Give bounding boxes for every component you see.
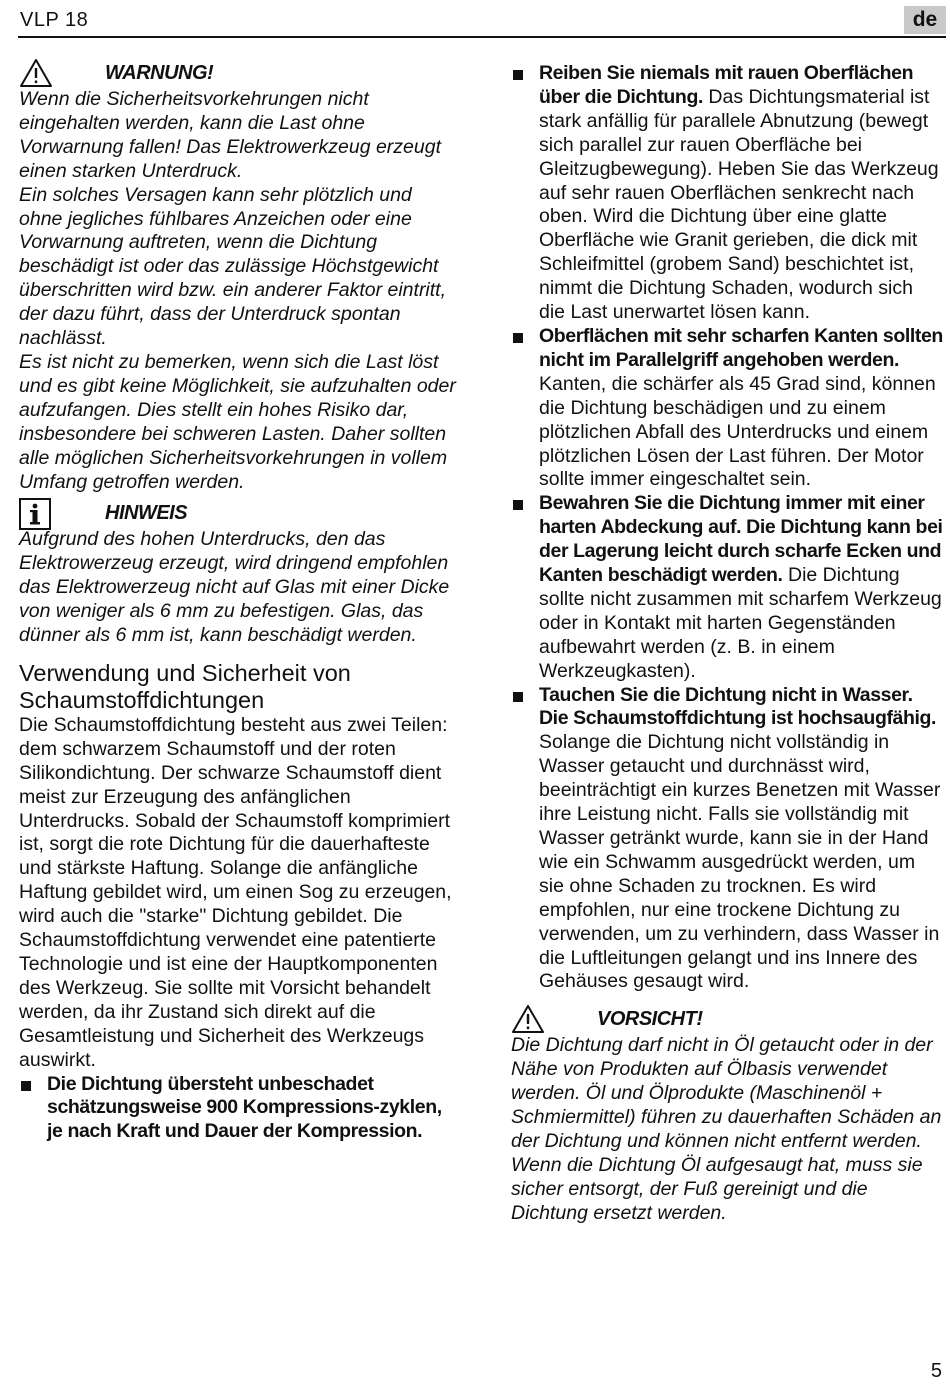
document-title: VLP 18 [20,9,89,31]
page-number: 5 [930,1360,942,1382]
list-item-text: Solange die Dichtung nicht vollständig in Wasser getaucht und durchnässt wird, beeinträchtigt ein kurzes Benetzen mit Wasser ihre Leistung nicht. Falls sie vollständig mit Wasser getränkt wurde, kann sie in der Hand wie ein Schwamm ausgedrückt werden, um sie ohne Schaden zu trocknen. Es wird empfohlen, nur eine trockene Dichtung zu verwenden, um zu verhindern, dass Wasser in die Luftleitungen gelangt und ins Innere des Gehäuses gesaugt wird. [539,731,941,993]
bullet-square-icon [21,1081,31,1091]
list-item [511,684,943,995]
warning-paragraph-3: Es ist nicht zu bemerken, wenn sich die Last löst und es gibt keine Möglichkeit, sie aufzuhalten oder aufzufangen. Dies stellt ein hohes Risiko dar, insbesondere bei schweren Lasten. Daher sollten alle möglichen Sicherheitsvorkehrungen in vollem Umfang getroffen werden. [19,350,456,493]
list-item-bold: Bewahren Sie die Dichtung immer mit einer harten Abdeckung auf. Die Dichtung kann bei der Lagerung leicht durch scharfe Ecken und Kanten beschädigt werden. [539,492,943,587]
language-badge: de [904,6,946,34]
header-divider [18,36,946,38]
info-icon [19,498,51,537]
hint-paragraph: Aufgrund des hohen Unterdrucks, den das Elektrowerzeug erzeugt, wird dringend empfohlen das Elektrowerzeug nicht auf Glas mit einer Dicke von weniger als 6 mm zu befestigen. Glas, das dünner als 6 mm ist, kann beschädigt werden. [19,528,450,647]
list-item-text: Kanten, die schärfer als 45 Grad sind, können die Dichtung beschädigen und zu einem plötzlichen Abfall des Unterdrucks und einem plötzlichen Lösen der Last führen. Der Motor sollte immer eingeschaltet sein. [539,372,936,491]
warning-label: WARNUNG! [105,62,214,84]
list-item-bold: Tauchen Sie die Dichtung nicht in Wasser. Die Schaumstoffdichtung ist hochsaugfähig. [539,683,937,730]
caution-paragraph: Die Dichtung darf nicht in Öl getaucht oder in der Nähe von Produkten auf Ölbasis verwendet werden. Öl und Ölprodukte (Maschinenöl + Schmiermittel) führen zu dauerhaften Schäden an der Dichtung und können nicht entfernt werden. Wenn die Dichtung Öl aufgesaugt hat, muss sie sicher entsorgt, der Fuß gereinigt und die Dichtung ersetzt werden. [511,1034,942,1224]
left-bullet-list [19,1073,459,1145]
list-item [19,1073,459,1145]
hint-label: HINWEIS [105,502,188,525]
warning-paragraph-1: Wenn die Sicherheitsvorkehrungen nicht eingehalten werden, kann die Last ohne Vorwarnung fallen! Das Elektrowerkzeug erzeugt einen starken Unterdruck. [19,88,441,182]
list-item-text: Das Dichtungsmaterial ist stark anfällig für parallele Abnutzung (bewegt sich parallel zur rauen Oberfläche bei Gleitzugbewegung). Heben Sie das Werkzeug auf sehr rauen Oberflächen senkrecht nach oben. Wird die Dichtung über eine glatte Oberfläche wie Granit gerieben, die dick mit Schleifmittel (grobem Sand) beschichtet ist, nimmt die Dichtung Schaden, wodurch sich die Last unerwartet lösen kann. [539,85,939,324]
hint-notice-header [19,502,459,528]
warning-paragraph-2: Ein solches Versagen kann sehr plötzlich und ohne jegliches fühlbares Anzeichen oder eine Vorwarnung auftreten, wenn die Dichtung beschädigt ist oder das zulässige Höchstgewicht überschritten wird bzw. ein anderer Faktor eintritt, der dazu führt, dass der Unterdruck spontan nachlässt. [19,183,447,350]
section-body: Die Schaumstoffdichtung besteht aus zwei Teilen: dem schwarzem Schaumstoff und der roten Silikondichtung. Der schwarze Schaumstoff dient meist zur Erzeugung des anfänglichen Unterdrucks. Sobald der Schaumstoff komprimiert ist, sorgt die rote Dichtung für die dauerhafteste und stärkste Haftung. Solange die anfängliche Haftung gebildet wird, um einen Sog zu erzeugen, wird auch die "starke" Dichtung gebildet. Die Schaumstoffdichtung verwendet eine patentierte Technologie und ist eine der Hauptkomponenten des Werkzeug. Sie sollte mit Vorsicht behandelt werden, da ihr Zustand sich direkt auf die Gesamtleistung und Sicherheit des Werkzeugs auswirkt. [19,713,452,1071]
warning-notice-header [19,62,459,88]
caution-triangle-icon [511,1004,545,1041]
right-column [511,62,943,1226]
left-column [19,62,459,1144]
bullet-square-icon [513,500,523,510]
bullet-square-icon [513,70,523,80]
right-bullet-list [511,62,943,994]
list-item [511,492,943,683]
list-item-bold: Reiben Sie niemals mit rauen Oberflächen über die Dichtung. [539,62,914,108]
bullet-square-icon [513,333,523,343]
list-item-bold: Oberflächen mit sehr scharfen Kanten sollten nicht im Parallelgriff angehoben werden. [539,324,943,371]
caution-notice-header [511,1008,943,1034]
list-item-bold: Die Dichtung übersteht unbeschadet schätzungsweise 900 Kompressions-zyklen, je nach Kraft und Dauer der Kompression. [47,1072,442,1143]
list-item-text: Die Dichtung sollte nicht zusammen mit scharfem Werkzeug oder in Kontakt mit harten Gegenständen aufbewahrt werden (z. B. in einem Werkzeugkasten). [539,564,942,682]
warning-triangle-icon [19,58,53,95]
caution-label: VORSICHT! [597,1008,703,1031]
section-heading: Verwendung und Sicherheit von Schaumstoffdichtungen [19,659,351,713]
list-item [511,62,943,325]
bullet-square-icon [513,692,523,702]
list-item [511,325,943,492]
